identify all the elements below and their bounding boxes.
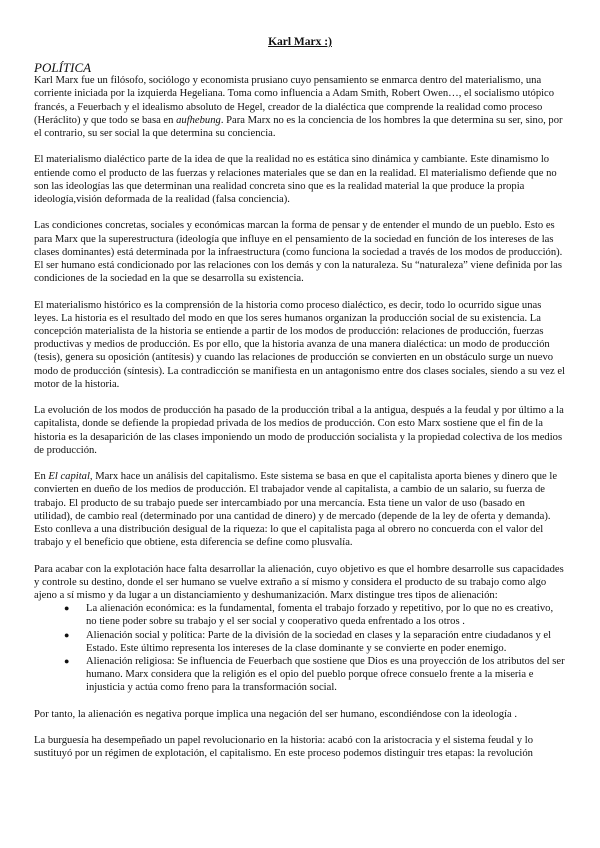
paragraph-materialismo-dialectico: El materialismo dialéctico parte de la idea de que la realidad no es estática sino dinámica y cambiante. Este dinamismo lo entiende como el producto de las fuerzas y relaciones materiales que se dan en la realidad. El materialismo defiende que no son las ideologías las que determinan una realidad concreta sino que es la realidad material la que produce la propia ideología,visión deformada de la realidad (falsa conciencia). bbox=[34, 154, 557, 206]
section-heading: POLÍTICA bbox=[34, 60, 92, 76]
paragraph-intro-text: Karl Marx fue un filósofo, sociólogo y economista prusiano cuyo pensamiento se enmarca dentro del materialismo, una corriente iniciada por la izquierda Hegeliana. Toma como influencia a Adam Smith, Robert Owen…, el socialismo utópico francés, a Feuerbach y el idealismo absoluto de Hegel, creador de la dialéctica que comprende la realidad como proceso (Heráclito) y que todo se basa en bbox=[34, 75, 555, 126]
paragraph-materialismo-historico: El materialismo histórico es la comprensión de la historia como proceso dialéctico, es decir, todo lo ocurrido sigue unas leyes. La historia es el resultado del modo en que los seres humanos organizan la producción social de su existencia. La concepción materialista de la historia se entiende a partir de los modos de producción: relaciones de producción, fuerzas productivas y medios de producción. Es por ello, que la historia avanza de una manera dialéctica: un modo de producción (tesis), genera su oposición (antítesis) y cuando las relaciones de producción se convierten en un obstáculo surge un nuevo modo de producción (síntesis). La contradicción se manifiesta en un antagonismo entre dos clases sociales, siendo a su vez el motor de la historia. bbox=[34, 299, 566, 390]
list-item bbox=[64, 629, 566, 655]
paragraph-alienacion: Para acabar con la explotación hace falta desarrollar la alienación, cuyo objetivo es que el hombre desarrolle sus capacidades y controle su destino, donde el ser humano se vuelve extraño a sí mismo y considera el producto de su trabajo como algo ajeno a sí mismo y da lugar a un distanciamiento y deshumanización. Marx distingue tres tipos de alienación: bbox=[34, 563, 564, 602]
bullet-icon: ● bbox=[64, 629, 70, 640]
paragraph-capital bbox=[34, 470, 566, 549]
list-item-text: Alienación social y política: Parte de la división de la sociedad en clases y la separación entre ciudadanos y el Estado. Este último representa los intereses de la clase dominante y se convierte en poder enemigo. bbox=[86, 629, 552, 654]
paragraph-condiciones: Las condiciones concretas, sociales y económicas marcan la forma de pensar y de entender el mundo de un pueblo. Esto es para Marx que la superestructura (ideología que influye en el pensamiento de la sociedad en función de los intereses de las clases dominantes) está determinada por la infraestructura (como funciona la sociedad a través de los modos de producción). El ser humano está condicionado por las relaciones con los demás y con la naturaleza. Su “naturaleza” viene definida por las condiciones de la sociedad en la que se desarrolla su existencia. bbox=[34, 220, 563, 285]
bullet-icon: ● bbox=[64, 656, 70, 667]
list-item-text: La alienación económica: es la fundamental, fomenta el trabajo forzado y repetitivo, por lo que no es creativo, no tiene poder sobre su trabajo y el ser social y cooperativo queda enfrentado a los otros . bbox=[86, 603, 554, 628]
paragraph-intro-text-end: . Para Marx no es la conciencia de los hombres la que determina su ser, sino, por el contrario, su ser social la que determina su conciencia. bbox=[34, 114, 563, 140]
paragraph-evolucion: La evolución de los modos de producción ha pasado de la producción tribal a la antigua, después a la feudal y por último a la capitalista, donde se defiende la propiedad privada de los medios de producción. Con esto Marx sostiene que el fin de la historia es la desaparición de las clases imponiendo un modo de producción socialista y la propiedad colectiva de los medios de producción. bbox=[34, 405, 564, 456]
list-item-text: Alienación religiosa: Se influencia de Feuerbach que sostiene que Dios es una proyección de los atributos del ser humano. Marx considera que la religión es el opio del pueblo porque ofrece consuelo frente a la miseria e injusticia y actúa como freno para la transformación social. bbox=[86, 656, 565, 694]
list-item bbox=[64, 655, 566, 695]
document-page bbox=[34, 36, 566, 774]
paragraph-conclusion: Por tanto, la alienación es negativa porque implica una negación del ser humano, escondiéndose con la ideología . bbox=[34, 708, 518, 720]
paragraph-intro-italic: aufhebung bbox=[176, 114, 221, 126]
document-title: Karl Marx :) bbox=[268, 36, 332, 48]
list-item bbox=[64, 602, 566, 628]
paragraph-capital-text: En bbox=[34, 471, 49, 483]
paragraph-burguesia: La burguesía ha desempeñado un papel revolucionario en la historia: acabó con la aristocracia y el sistema feudal y lo sustituyó por un régimen de explotación, el capitalismo. En este proceso podemos distinguir tres etapas: la revolución bbox=[34, 735, 533, 760]
paragraph-intro bbox=[34, 74, 566, 140]
alienation-types-list bbox=[34, 602, 566, 694]
paragraph-capital-text-end: Marx hace un análisis del capitalismo. Este sistema se basa en que el capitalista aporta bienes y dinero que le convierten en dueño de los medios de producción. El trabajador vende al capitalista, a cambio de un salario, su fuerza de trabajo. El producto de su trabajo puede ser intercambiado por una mercancía. Esta tiene un valor de uso (basado en utilidad), de cambio real (determinado por una cantidad de dinero) y de mercado (depende de la ley de oferta y demanda). Esto conlleva a una distribución desigual de la riqueza: lo que el capitalista paga al obrero no concuerda con el valor del trabajo y el beneficio que obtiene, esta diferencia se define como plusvalía. bbox=[34, 471, 558, 549]
bullet-icon: ● bbox=[64, 603, 70, 614]
paragraph-capital-italic: El capital, bbox=[48, 471, 93, 483]
